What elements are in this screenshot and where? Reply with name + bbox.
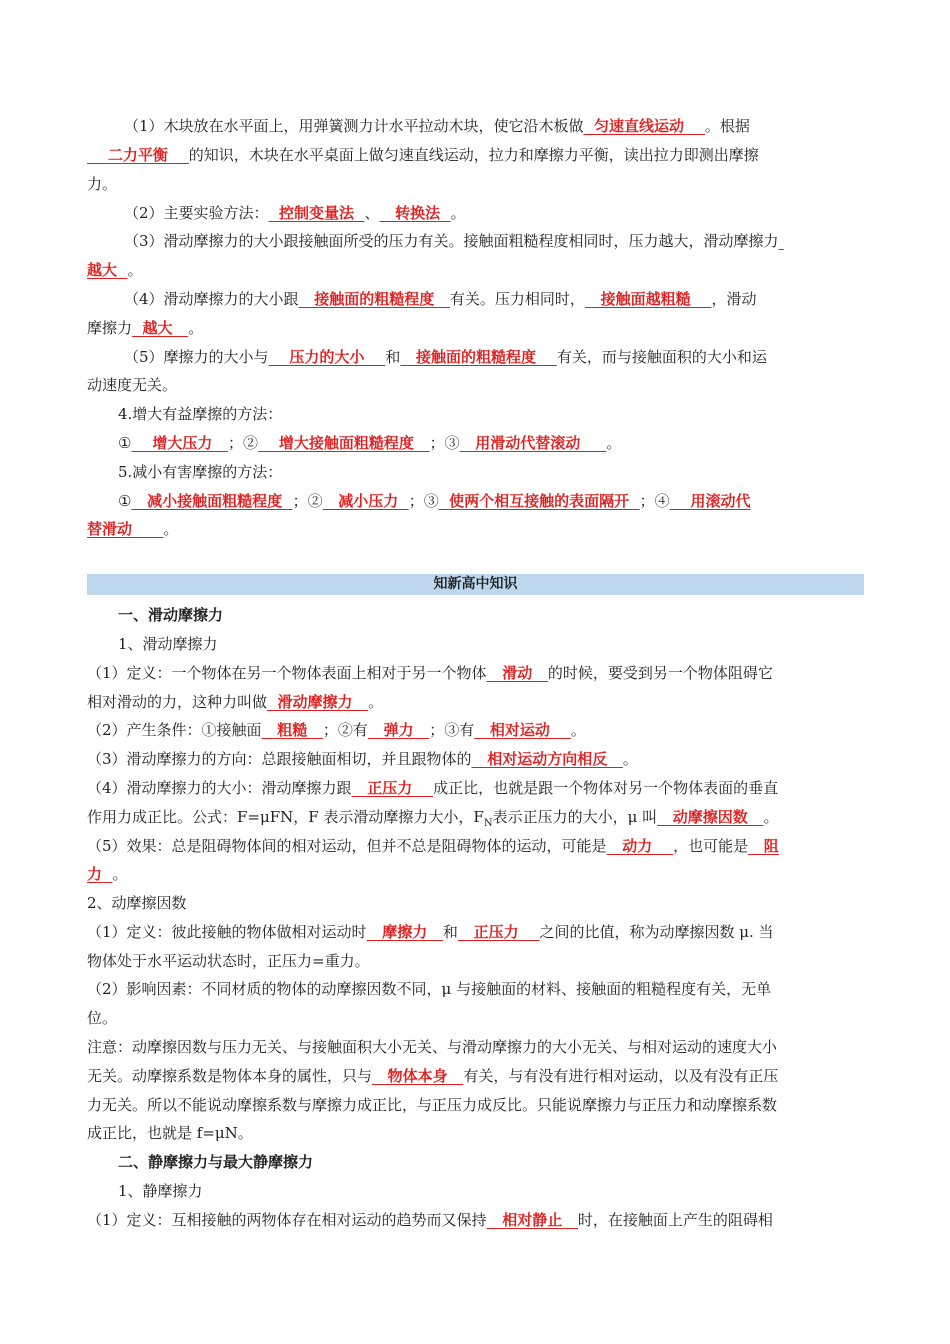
text-span: 作用力成正比。公式：F=μFN，F 表示滑动摩擦力大小，F (87, 808, 484, 826)
text-line (0, 460, 950, 484)
answer-blank: 摩擦力 (366, 923, 443, 941)
text-span: 之间的比值，称为动摩擦因数 μ. 当 (539, 923, 774, 941)
text-span: ；② (228, 434, 259, 452)
answer-blank: 滑动 (486, 664, 548, 682)
text-span: 5.减小有害摩擦的方法： (118, 463, 283, 481)
text-span: 成正比，也就是跟一个物体对另一个物体表面的垂直 (433, 779, 779, 797)
answer-blank: 用滑动代替滚动 (459, 434, 607, 452)
text-line (0, 489, 950, 513)
text-span: ；④ (639, 492, 670, 510)
text-span: ① (118, 434, 132, 452)
text-line (0, 747, 950, 771)
text-span: 。 (570, 721, 586, 739)
text-span: ① (118, 492, 132, 510)
answer-blank: 控制变量法 (268, 204, 365, 222)
text-line (0, 1208, 950, 1232)
answer-blank: 替滑动 (87, 520, 164, 538)
answer-blank: 越大 (132, 319, 189, 337)
text-line (0, 690, 950, 714)
text-line (0, 862, 950, 886)
text-span: 、 (364, 204, 380, 222)
text-span: 无关。动摩擦系数是物体本身的属性，只与 (87, 1067, 373, 1085)
text-span: 。 (450, 204, 466, 222)
text-span: 1、静摩擦力 (118, 1182, 203, 1200)
text-line (0, 834, 950, 858)
answer-blank: 二力平衡 (87, 146, 189, 164)
text-span: （1）定义：一个物体在另一个物体表面上相对于另一个物体 (87, 664, 487, 682)
text-span: 的时候，要受到另一个物体阻碍它 (547, 664, 773, 682)
text-span: 力。 (87, 175, 118, 193)
answer-blank: 动力 (606, 837, 674, 855)
text-line (0, 949, 950, 973)
text-span: 。 (127, 261, 143, 279)
text-line (0, 1121, 950, 1145)
text-span: ；③ (429, 434, 460, 452)
section-banner: 知新高中知识 (87, 574, 864, 595)
text-span: ；②有 (322, 721, 368, 739)
text-span: 。 (188, 319, 204, 337)
text-line (0, 114, 950, 138)
text-span: （5）摩擦力的大小与 (124, 348, 269, 366)
text-span: 。 (763, 808, 779, 826)
text-line (0, 402, 950, 426)
text-span: 成正比，也就是 f=μN。 (87, 1124, 253, 1142)
text-span: ，滑动 (711, 290, 757, 308)
answer-blank: 接触面的粗糙程度 (400, 348, 557, 366)
text-line (0, 201, 950, 225)
text-line (0, 517, 950, 541)
answer-blank: 接触面越粗糙 (584, 290, 712, 308)
text-span: （2）主要实验方法： (124, 204, 269, 222)
text-span: （1）木块放在水平面上，用弹簧测力计水平拉动木块，使它沿木板做 (124, 117, 584, 135)
text-line (0, 143, 950, 167)
text-span: N (483, 818, 493, 829)
text-line (0, 776, 950, 800)
text-line (0, 718, 950, 742)
text-span: （5）效果：总是阻碍物体间的相对运动，但并不总是阻碍物体的运动，可能是 (87, 837, 607, 855)
text-line (0, 977, 950, 1001)
text-span: 。 (622, 750, 638, 768)
text-span: 力无关。所以不能说动摩擦系数与摩擦力成正比，与正压力成反比。只能说摩擦力与正压力和动摩擦系数 (87, 1096, 778, 1114)
answer-blank: 正压力 (457, 923, 540, 941)
text-span: （3）滑动摩擦力的大小跟接触面所受的压力有关。接触面粗糙程度相同时，压力越大，滑动摩擦力 (124, 232, 779, 250)
text-line (0, 345, 950, 369)
answer-blank: 转换法 (379, 204, 451, 222)
text-span: 相对滑动的力，这种力叫做 (87, 693, 268, 711)
text-line (0, 1006, 950, 1030)
answer-blank: 正压力 (351, 779, 434, 797)
text-span: 物体处于水平运动状态时，正压力=重力。 (87, 952, 370, 970)
text-span: 和 (442, 923, 458, 941)
text-line (0, 287, 950, 311)
text-line (0, 1179, 950, 1203)
text-span: （3）滑动摩擦力的方向：总跟接触面相切，并且跟物体的 (87, 750, 472, 768)
answer-blank: 减小接触面粗糙程度 (131, 492, 293, 510)
text-line (0, 920, 950, 944)
answer-blank: 接触面的粗糙程度 (298, 290, 450, 308)
text-line (0, 172, 950, 196)
answer-blank: 动摩擦因数 (657, 808, 764, 826)
text-span: 有关。压力相同时， (449, 290, 585, 308)
text-span: 有关，与有没有进行相对运动，以及有没有正压 (463, 1067, 779, 1085)
section-heading (0, 1150, 950, 1174)
answer-blank: 增大压力 (131, 434, 229, 452)
text-line (0, 661, 950, 685)
text-span: 注意：动摩擦因数与压力无关、与接触面积大小无关、与滑动摩擦力的大小无关、与相对运动的速度大小 (87, 1038, 778, 1056)
text-span: 。 (606, 434, 622, 452)
text-line (0, 316, 950, 340)
answer-blank: 相对运动方向相反 (471, 750, 623, 768)
text-span: 位。 (87, 1009, 118, 1027)
answer-blank: 减小压力 (322, 492, 409, 510)
section-heading (0, 603, 950, 627)
text-line (0, 891, 950, 915)
text-line (0, 632, 950, 656)
text-span: 表示正压力的大小，μ 叫 (492, 808, 658, 826)
text-span: 二、静摩擦力与最大静摩擦力 (118, 1153, 314, 1171)
answer-blank: 增大接触面粗糙程度 (258, 434, 430, 452)
answer-blank: 粗糙 (261, 721, 323, 739)
text-line (0, 1093, 950, 1117)
text-span: ；③有 (429, 721, 475, 739)
text-span: ，也可能是 (673, 837, 749, 855)
answer-blank: 使两个相互接触的表面隔开 (438, 492, 640, 510)
answer-blank: 物体本身 (372, 1067, 464, 1085)
text-span: （1）定义：彼此接触的物体做相对运动时 (87, 923, 367, 941)
text-line (0, 1035, 950, 1059)
answer-blank: 相对运动 (474, 721, 571, 739)
text-span: 。 (112, 865, 128, 883)
text-span: 摩擦力 (87, 319, 133, 337)
text-span: （4）滑动摩擦力的大小：滑动摩擦力跟 (87, 779, 352, 797)
text-span: 一、滑动摩擦力 (118, 606, 224, 624)
text-span: 。 (163, 520, 179, 538)
answer-blank: 力 (87, 865, 113, 883)
text-span: （4）滑动摩擦力的大小跟 (124, 290, 299, 308)
answer-blank (779, 232, 784, 250)
answer-blank: 滑动摩擦力 (267, 693, 369, 711)
text-line (0, 805, 950, 829)
text-span: （2）产生条件：①接触面 (87, 721, 262, 739)
text-span: 有关，而与接触面积的大小和运 (556, 348, 767, 366)
answer-blank: 阻 (748, 837, 779, 855)
text-span: （2）影响因素：不同材质的物体的动摩擦因数不同，μ 与接触面的材料、接触面的粗糙程度有关，无单 (87, 980, 772, 998)
answer-blank: 匀速直线运动 (583, 117, 705, 135)
text-span: 时，在接触面上产生的阻碍相 (577, 1211, 773, 1229)
text-span: ；③ (408, 492, 439, 510)
text-span: 。根据 (704, 117, 750, 135)
text-span: 的知识，木块在水平桌面上做匀速直线运动，拉力和摩擦力平衡，读出拉力即测出摩擦 (188, 146, 759, 164)
text-line (0, 431, 950, 455)
text-line (0, 229, 950, 253)
text-span: ；② (292, 492, 323, 510)
answer-blank: 压力的大小 (268, 348, 386, 366)
text-span: 。 (368, 693, 384, 711)
text-span: 1、滑动摩擦力 (118, 635, 218, 653)
text-span: 动速度无关。 (87, 376, 178, 394)
text-line (0, 258, 950, 282)
answer-blank: 弹力 (367, 721, 430, 739)
text-span: （1）定义：互相接触的两物体存在相对运动的趋势而又保持 (87, 1211, 487, 1229)
text-span: 和 (385, 348, 401, 366)
text-span: 2、动摩擦因数 (87, 894, 187, 912)
text-line (0, 1064, 950, 1088)
answer-blank: 相对静止 (486, 1211, 578, 1229)
text-span: 4.增大有益摩擦的方法： (118, 405, 283, 423)
text-line (0, 373, 950, 397)
answer-blank: 用滚动代 (669, 492, 751, 510)
answer-blank: 越大 (87, 261, 128, 279)
